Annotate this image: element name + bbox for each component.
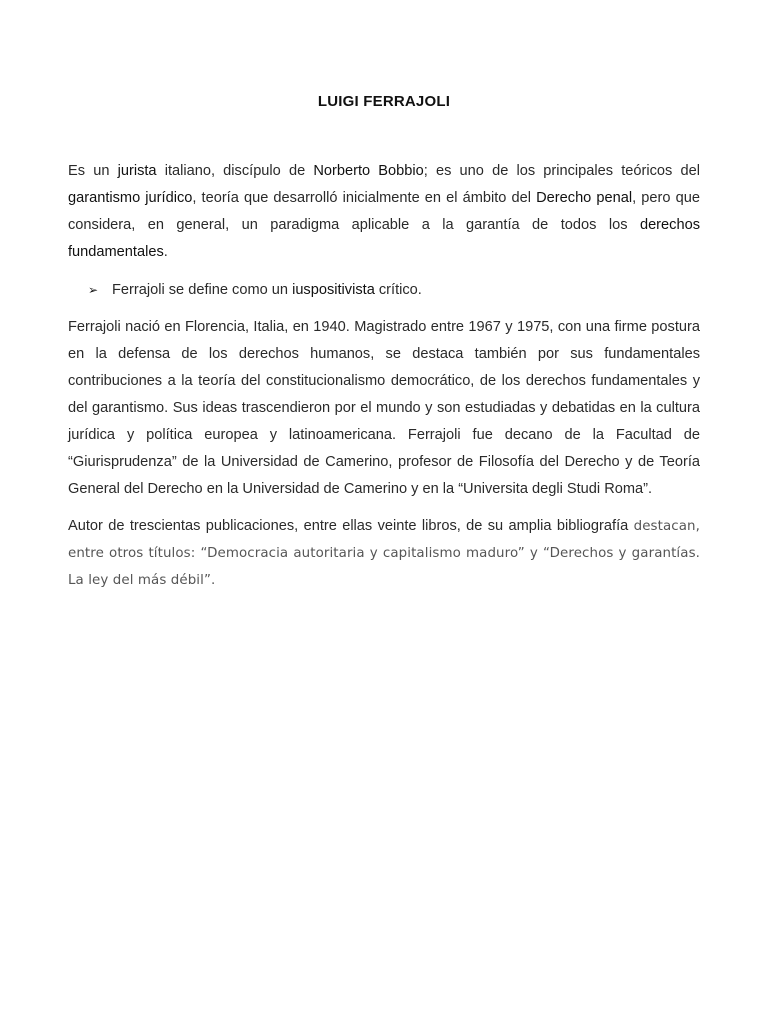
biography-paragraph: Ferrajoli nació en Florencia, Italia, en 1940. Magistrado entre 1967 y 1975, con una firme postura en la defensa de los derechos humanos, se destaca también por sus fundamentales contribuciones a la teoría del constitucionalismo democrático, de los derechos fundamentales y del garantismo. Sus ideas trascendieron por el mundo y son estudiadas y debatidas en la cultura jurídica y política europea y latinoamericana. Ferrajoli fue decano de la Facultad de “Giurisprudenza” de la Universidad de Camerino, profesor de Filosofía del Derecho y de Teoría General del Derecho en la Universidad de Camerino y en la “Universita degli Studi Roma”.	[68, 319, 700, 497]
term-iuspositivista: iuspositivista	[292, 282, 375, 298]
text-run: Autor de trescientas publicaciones, entre ellas veinte libros, de su amplia bibliografía	[68, 518, 634, 534]
text-run: , teoría que desarrolló inicialmente en el ámbito del	[192, 190, 537, 206]
term-garantismo-juridico: garantismo jurídico	[68, 190, 193, 206]
arrow-bullet-icon: ➢	[88, 283, 99, 297]
titles-text-run: destacan, entre otros títulos: “Democracia autoritaria y capitalismo maduro” y “Derechos y garantías. La ley del más débil”.	[68, 519, 700, 588]
page-title: LUIGI FERRAJOLI	[317, 93, 451, 110]
text-run: italiano, discípulo de	[156, 163, 314, 179]
bullet-text	[112, 277, 422, 304]
text-run: Es un	[68, 163, 118, 179]
text-run: Ferrajoli se define como un	[112, 282, 293, 298]
text-run: ; es uno de los principales teóricos del	[423, 163, 700, 179]
term-derechos-fundamentales: derechos fundamentales	[68, 217, 700, 260]
term-norberto-bobbio: Norberto Bobbio	[313, 163, 424, 179]
bullet-item	[68, 277, 700, 304]
intro-paragraph	[68, 158, 700, 266]
term-derecho-penal: Derecho penal	[536, 190, 633, 206]
term-jurista: jurista	[117, 163, 157, 179]
text-run: crítico.	[374, 282, 422, 298]
bibliography-paragraph	[68, 513, 700, 594]
document-body	[68, 158, 700, 594]
text-run: , pero que considera, en general, un paradigma aplicable a la garantía de todos los	[68, 190, 700, 233]
text-run: .	[163, 244, 168, 260]
